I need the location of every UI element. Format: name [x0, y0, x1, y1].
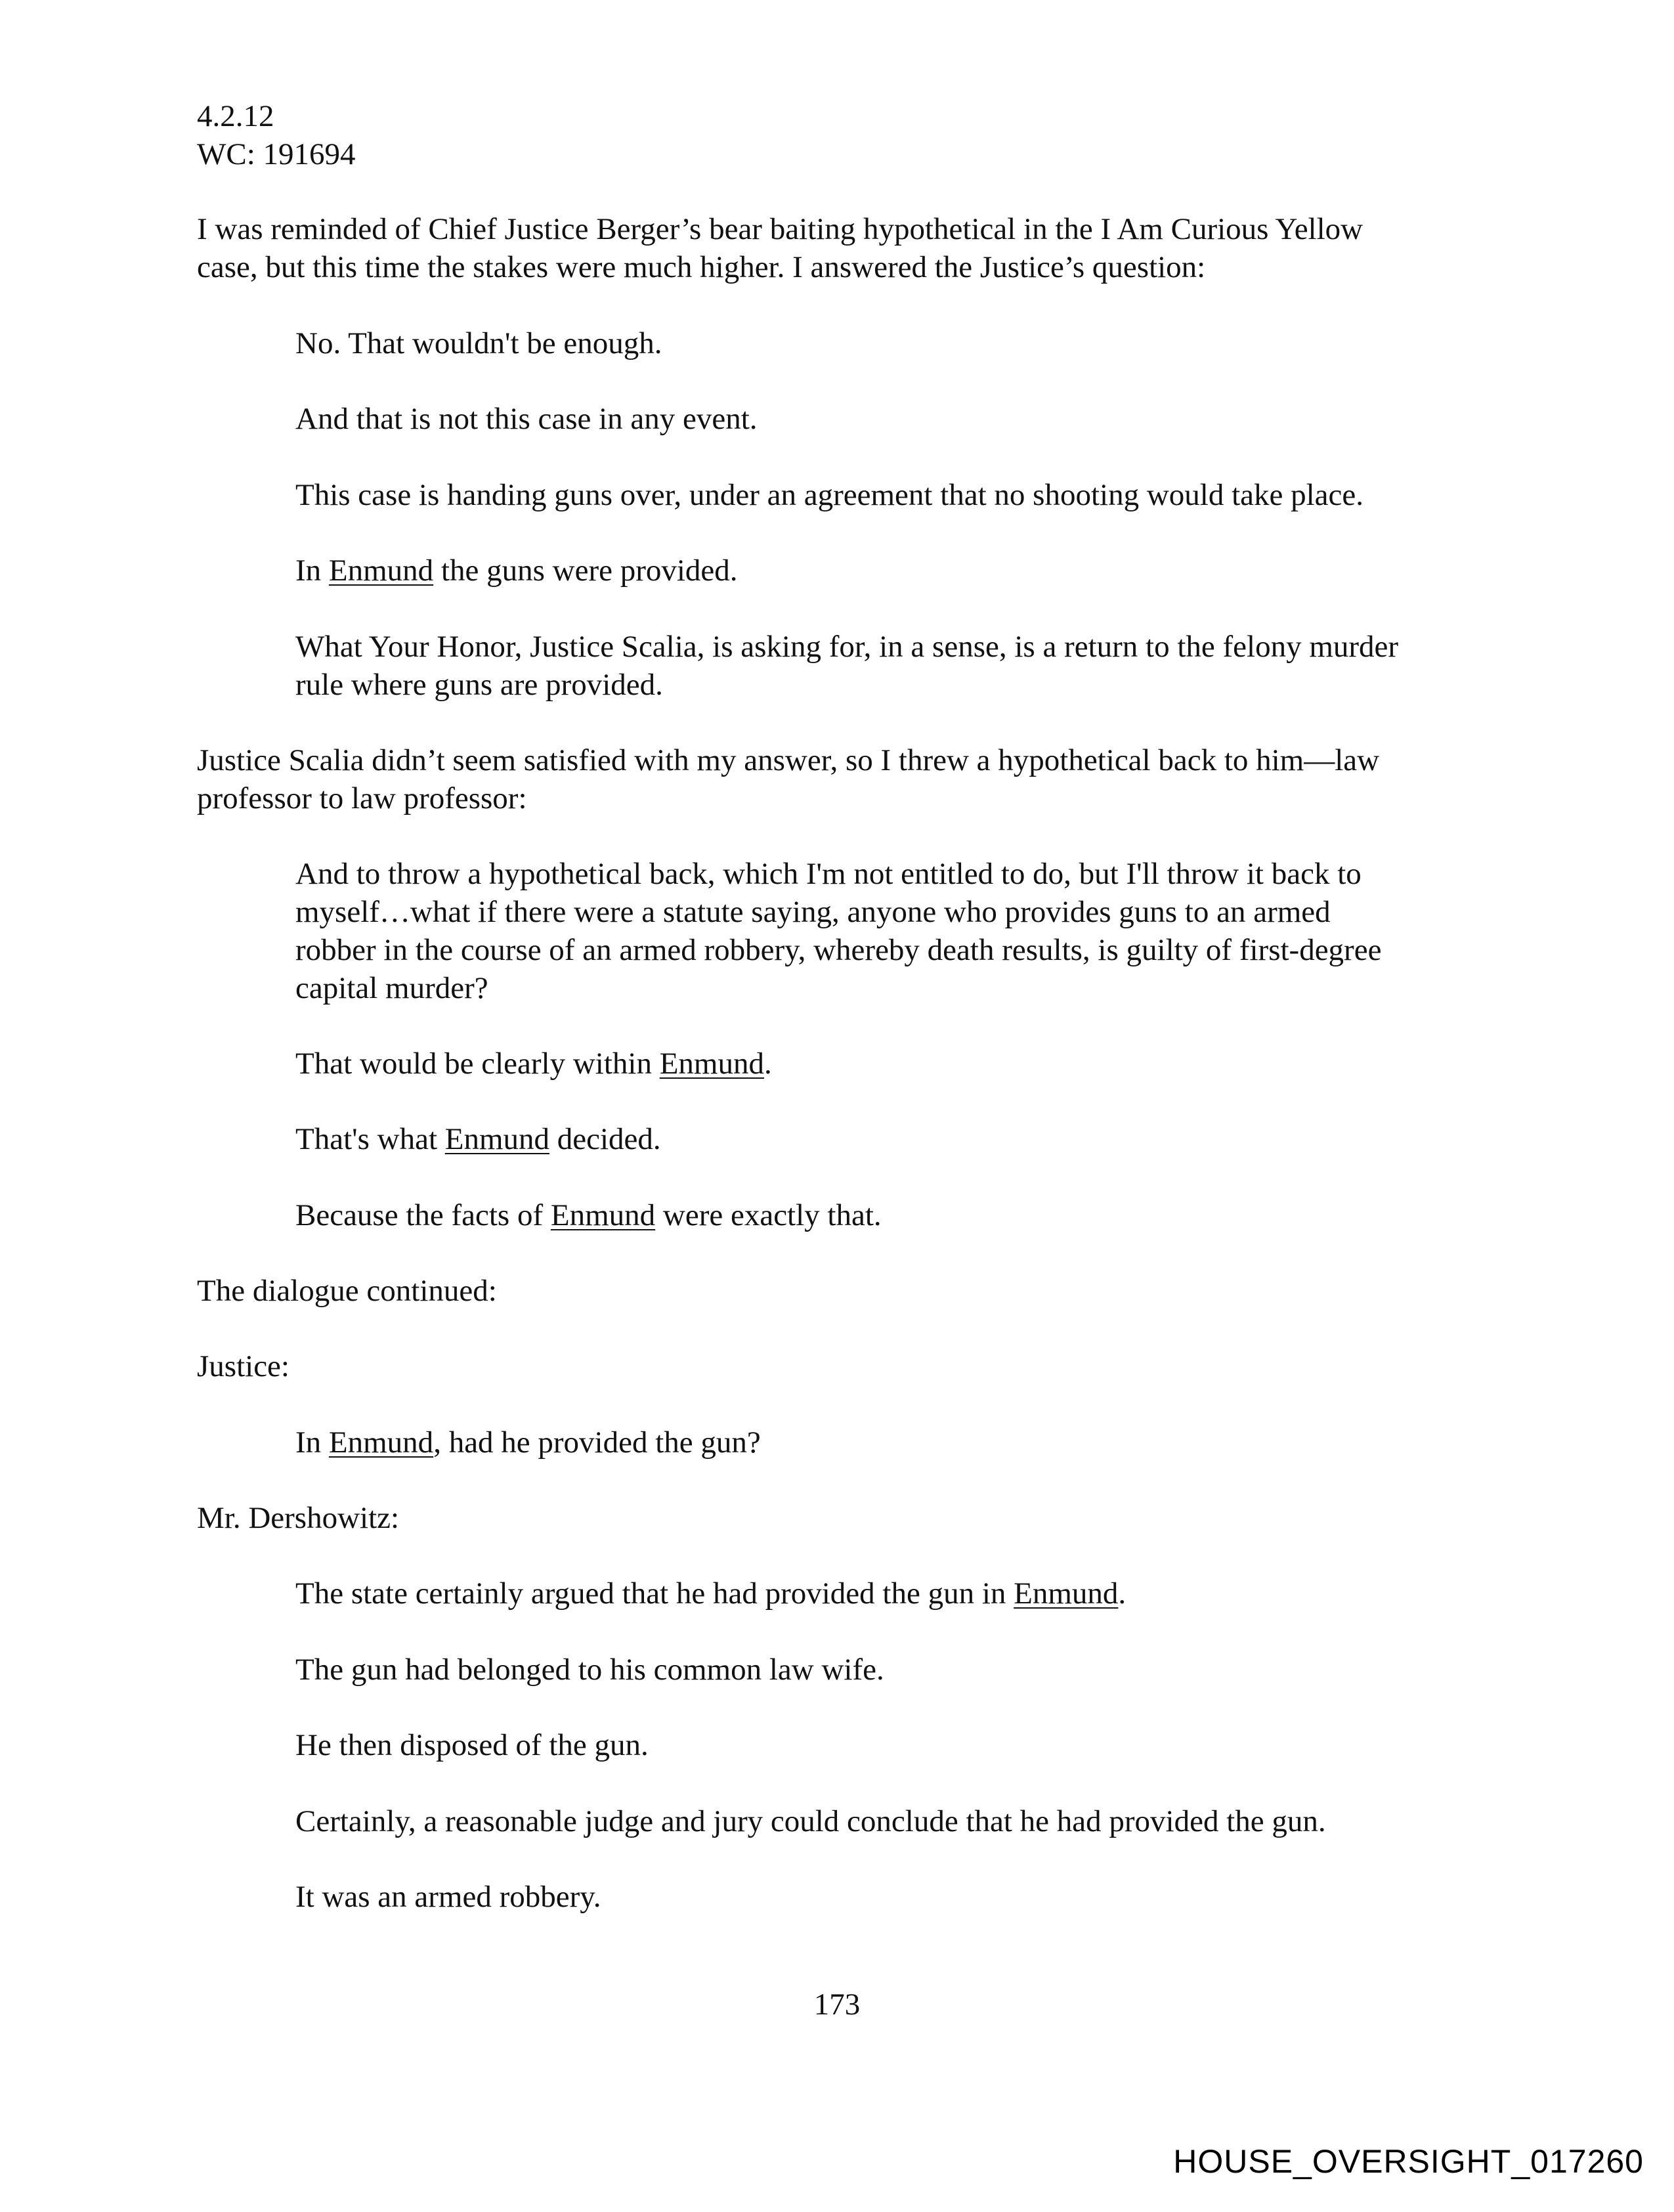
- paragraph-text: Justice Scalia didn’t seem satisfied with my answer, so I threw a hypothetical back to him—law: [197, 743, 1380, 777]
- date-text: 4.2.12: [197, 99, 274, 133]
- quote-line: [295, 628, 1398, 666]
- quote-line: [295, 931, 1381, 969]
- quote-text: He then disposed of the gun.: [295, 1728, 649, 1762]
- case-name-enmund: Enmund: [1014, 1576, 1119, 1611]
- case-name-enmund: Enmund: [328, 553, 434, 588]
- quote-text: And to throw a hypothetical back, which I'm not entitled to do, but I'll throw it back to: [295, 857, 1362, 891]
- quote-text: capital murder?: [295, 971, 488, 1005]
- quote-line: [295, 324, 662, 362]
- bates-stamp: HOUSE_OVERSIGHT_017260: [1173, 2143, 1644, 2180]
- quote-text: This case is handing guns over, under an agreement that no shooting would take place.: [295, 478, 1364, 512]
- quote-text: What Your Honor, Justice Scalia, is asking for, in a sense, is a return to the felony murder: [295, 630, 1399, 664]
- paragraph-text: professor to law professor:: [197, 781, 527, 815]
- speaker-label-dershowitz: [197, 1499, 399, 1537]
- quote-text: .: [1118, 1576, 1127, 1611]
- quote-line: [295, 552, 738, 590]
- speaker-text: Mr. Dershowitz:: [197, 1501, 400, 1535]
- quote-line: [295, 666, 663, 704]
- quote-line: [295, 1423, 761, 1462]
- quote-text: myself…what if there were a statute saying, anyone who provides guns to an armed: [295, 895, 1331, 929]
- quote-text: decided.: [549, 1122, 661, 1156]
- quote-text: , had he provided the gun?: [433, 1425, 761, 1460]
- quote-text: In: [295, 553, 329, 588]
- quote-text: Certainly, a reasonable judge and jury could conclude that he had provided the gun.: [295, 1804, 1326, 1838]
- quote-text: The gun had belonged to his common law wife.: [295, 1653, 884, 1687]
- document-date: [197, 97, 274, 135]
- quote-text: the guns were provided.: [433, 553, 738, 588]
- quote-text: It was an armed robbery.: [295, 1880, 601, 1914]
- quote-line: [295, 400, 758, 438]
- paragraph-text: I was reminded of Chief Justice Berger’s bear baiting hypothetical in the I Am Curious Yellow: [197, 212, 1363, 246]
- quote-line: [295, 1045, 772, 1083]
- quote-text: Because the facts of: [295, 1198, 551, 1232]
- speaker-label-justice: [197, 1347, 290, 1385]
- paragraph-line: [197, 210, 1363, 248]
- quote-text: That would be clearly within: [295, 1047, 660, 1081]
- speaker-text: Justice:: [197, 1349, 290, 1383]
- quote-text: robber in the course of an armed robbery, whereby death results, is guilty of first-degree: [295, 933, 1382, 967]
- page-number: 173: [813, 1987, 861, 2022]
- quote-text: rule where guns are provided.: [295, 668, 663, 702]
- case-name-enmund: Enmund: [444, 1122, 550, 1156]
- quote-text: That's what: [295, 1122, 445, 1156]
- paragraph-line: [197, 741, 1379, 779]
- word-count: [197, 135, 356, 173]
- quote-line: [295, 1878, 601, 1916]
- quote-text: The state certainly argued that he had provided the gun in: [295, 1576, 1014, 1611]
- case-name-enmund: Enmund: [550, 1198, 656, 1232]
- word-count-text: WC: 191694: [197, 137, 356, 171]
- quote-line: [295, 1574, 1126, 1613]
- paragraph-text: case, but this time the stakes were much higher. I answered the Justice’s question:: [197, 250, 1206, 284]
- paragraph-line: [197, 1272, 497, 1310]
- quote-line: [295, 969, 488, 1007]
- quote-line: [295, 893, 1331, 931]
- quote-text: .: [764, 1047, 772, 1081]
- quote-text: No. That wouldn't be enough.: [295, 326, 662, 360]
- paragraph-text: The dialogue continued:: [197, 1274, 497, 1308]
- quote-text: In: [295, 1425, 329, 1460]
- case-name-enmund: Enmund: [659, 1047, 764, 1081]
- case-name-enmund: Enmund: [328, 1425, 434, 1460]
- quote-line: [295, 1802, 1326, 1840]
- quote-line: [295, 1120, 661, 1158]
- quote-line: [295, 1196, 882, 1234]
- quote-text: were exactly that.: [655, 1198, 882, 1232]
- paragraph-line: [197, 779, 527, 817]
- quote-line: [295, 1726, 649, 1764]
- paragraph-line: [197, 248, 1205, 286]
- quote-line: [295, 476, 1363, 514]
- quote-line: [295, 855, 1362, 893]
- quote-line: [295, 1651, 884, 1689]
- quote-text: And that is not this case in any event.: [295, 402, 758, 436]
